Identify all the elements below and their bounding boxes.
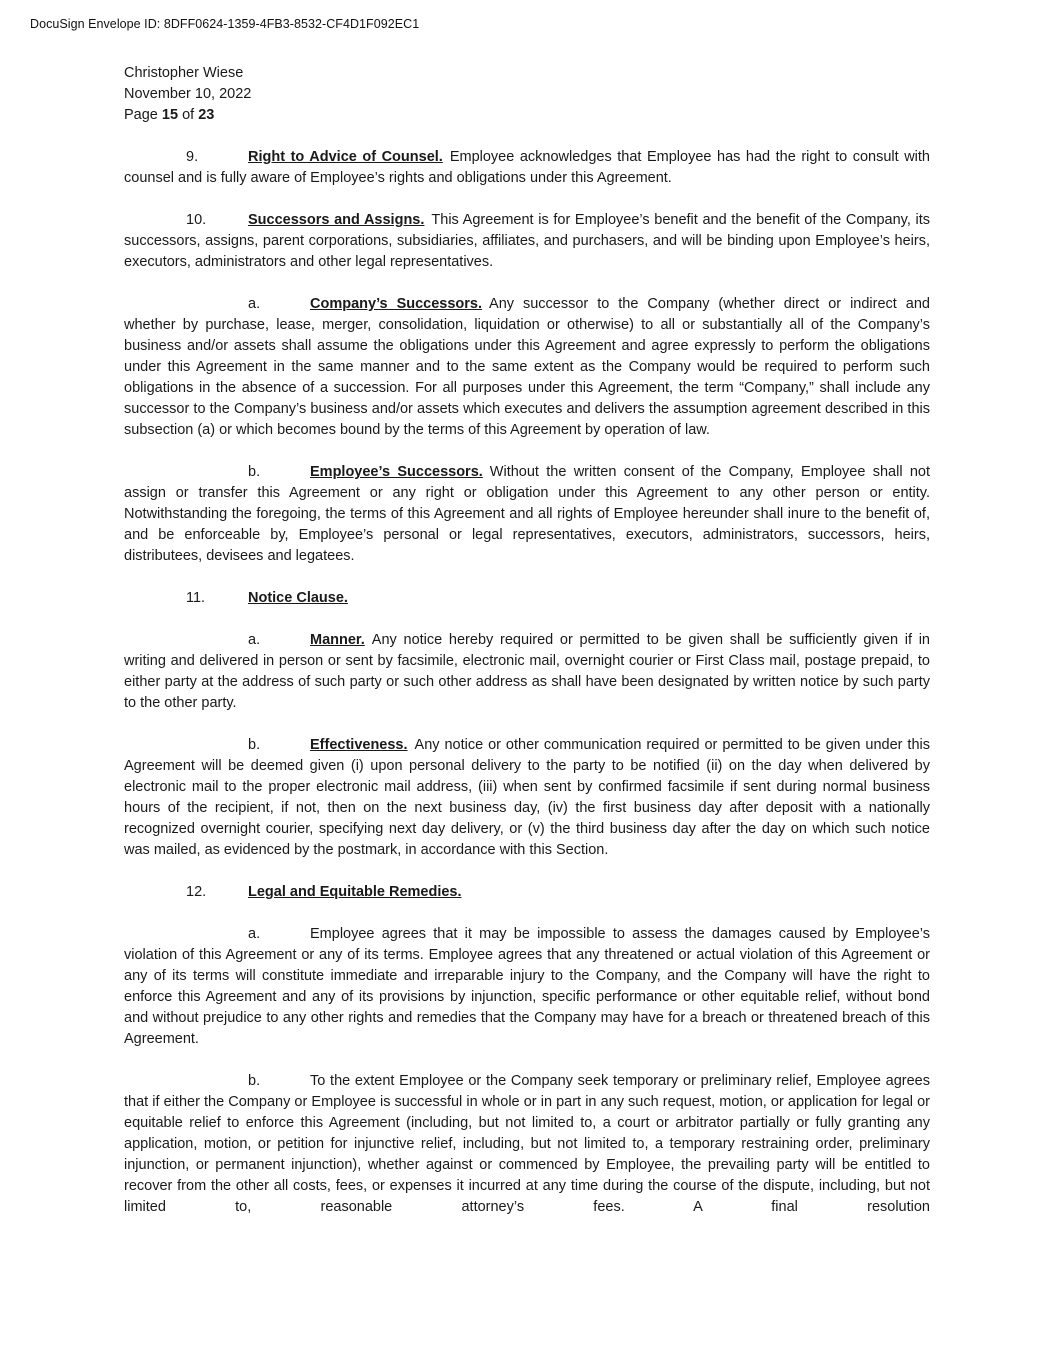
section-heading: Legal and Equitable Remedies. (248, 884, 462, 900)
section-heading: Notice Clause. (248, 590, 348, 606)
subsection-letter: a. (248, 926, 261, 942)
subsection-text: Any notice hereby required or permitted to be given shall be sufficiently given if in writing and delivered in person or sent by facsimile, electronic mail, overnight courier or First Class mail, postage prepaid, to either party at the address of such party or such other address as shall have been designated by written notice by such party to the other party. (124, 632, 930, 711)
subsection-letter: a. (248, 296, 261, 312)
section-11 (124, 588, 930, 609)
subsection-heading: Manner. (310, 632, 365, 648)
page-number (124, 105, 930, 126)
section-number: 12. (186, 884, 207, 900)
document-page (124, 63, 930, 1239)
subsection-text: Any successor to the Company (whether direct or indirect and whether by purchase, lease, merger, consolidation, liquidation or otherwise) to all or substantially all of the Company’s business and/or assets shall assume the obligations under this Agreement and agree expressly to perform the obligations under this Agreement in the same manner and to the same extent as the Company would be required to perform such obligations in the absence of a succession. For all purposes under this Agreement, the term “Company,” shall include any successor to the Company’s business and/or assets which executes and delivers the assumption agreement described in this subsection (a) or which becomes bound by the terms of this Agreement by operation of law. (124, 296, 930, 438)
section-10a (124, 294, 930, 441)
subsection-heading: Employee’s Successors. (310, 464, 483, 480)
section-12a (124, 924, 930, 1050)
section-text: Employee acknowledges that Employee has had the right to consult with counsel and is fully aware of Employee’s rights and obligations under this Agreement. (124, 149, 930, 186)
recipient-name: Christopher Wiese (124, 65, 244, 81)
section-number: 9. (186, 149, 199, 165)
page-of: of (178, 107, 199, 123)
subsection-text: Any notice or other communication required or permitted to be given under this Agreement will be deemed given (i) upon personal delivery to the party to be notified (ii) on the day when delivered by electronic mail to the proper electronic mail address, (iii) when sent by confirmed facsimile if sent during normal business hours of the recipient, if not, then on the next business day, (iv) the first business day after deposit with a nationally recognized overnight courier, specifying next day delivery, or (v) the third business day after the day on which such notice was mailed, as evidenced by the postmark, in accordance with this Section. (124, 737, 930, 858)
docusign-envelope-id: DocuSign Envelope ID: 8DFF0624-1359-4FB3-8532-CF4D1F092EC1 (30, 17, 420, 31)
subsection-heading: Company’s Successors. (310, 296, 483, 312)
page-current: 15 (161, 107, 179, 123)
section-heading: Right to Advice of Counsel. (248, 149, 443, 165)
section-number: 11. (186, 590, 206, 606)
subsection-text: To the extent Employee or the Company seek temporary or preliminary relief, Employee agrees that if either the Company or Employee is successful in whole or in part in any such request, motion, or application for legal or equitable relief to enforce this Agreement (including, but not limited to, a court or arbitrator partially or fully granting any application, motion, or petition for injunctive relief, including, but not limited to, a temporary restraining order, preliminary injunction, or permanent injunction), whether against or commenced by Employee, the prevailing party will be entitled to recover from the other all costs, fees, or expenses it incurred at any time during the course of the dispute, including, but not limited to, reasonable attorney’s fees. A final resolution (124, 1073, 930, 1215)
subsection-letter: a. (248, 632, 261, 648)
section-number: 10. (186, 212, 207, 228)
section-heading: Successors and Assigns. (248, 212, 425, 228)
subsection-heading: Effectiveness. (310, 737, 408, 753)
section-12b (124, 1071, 930, 1218)
subsection-letter: b. (248, 737, 261, 753)
section-11a (124, 630, 930, 714)
page-prefix: Page (124, 107, 162, 123)
section-10b (124, 462, 930, 567)
letter-date: November 10, 2022 (124, 86, 252, 102)
section-12 (124, 882, 930, 903)
subsection-text: Employee agrees that it may be impossible to assess the damages caused by Employee’s violation of this Agreement or any of its terms. Employee agrees that any threatened or actual violation of this Agreement or any of its terms will constitute immediate and irreparable injury to the Company, and the Company will have the right to enforce this Agreement and any of its provisions by injunction, specific performance or other equitable relief, without bond and without prejudice to any other rights and remedies that the Company may have for a breach or threatened breach of this Agreement. (124, 926, 930, 1047)
subsection-letter: b. (248, 464, 261, 480)
section-9 (124, 147, 930, 189)
section-10 (124, 210, 930, 273)
page-total: 23 (198, 107, 215, 123)
letter-header (124, 63, 930, 126)
subsection-text: Without the written consent of the Company, Employee shall not assign or transfer this Agreement or any right or obligation under this Agreement to any other person or entity. Notwithstanding the foregoing, the terms of this Agreement and all rights of Employee hereunder shall inure to the benefit of, and be enforceable by, Employee’s personal or legal representatives, executors, administrators, successors, heirs, distributees, devisees and legatees. (124, 464, 930, 564)
subsection-letter: b. (248, 1073, 261, 1089)
section-text: This Agreement is for Employee’s benefit and the benefit of the Company, its successors, assigns, parent corporations, subsidiaries, affiliates, and purchasers, and will be binding upon Employee’s heirs, executors, administrators and other legal representatives. (124, 212, 931, 270)
section-11b (124, 735, 930, 861)
